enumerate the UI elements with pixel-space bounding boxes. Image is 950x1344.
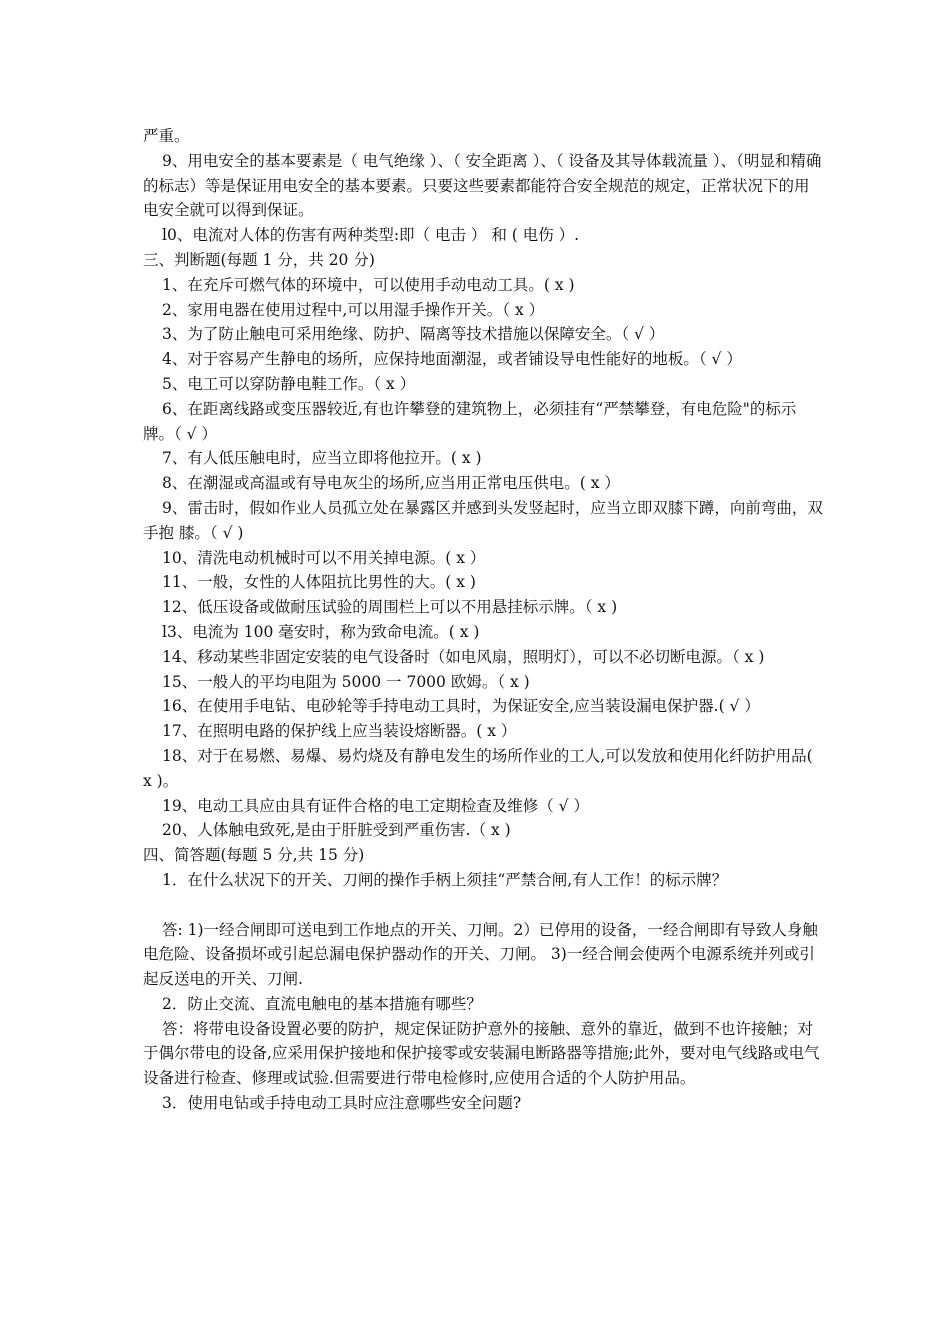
judgement-item-14: 14、移动某些非固定安装的电气设备时（如电风扇，照明灯），可以不必切断电源。（ x ) — [162, 647, 765, 666]
judgement-item-18: 18、对于在易燃、易爆、易灼烧及有静电发生的场所作业的工人,可以发放和使用化纤防护用品( x )。 — [143, 746, 818, 790]
judgement-item-6: 6、在距离线路或变压器较近,有也许攀登的建筑物上，必须挂有“严禁攀登，有电危险"的标示牌。（ √ ） — [143, 399, 797, 443]
judgement-item-7: 7、有人低压触电时，应当立即将他拉开。( x ) — [162, 449, 482, 468]
judgement-item-16: 16、在使用手电钻、电砂轮等手持电动工具时，为保证安全,应当装设漏电保护器.( √ ） — [162, 697, 760, 716]
fill-blank-9: 9、用电安全的基本要素是（ 电气绝缘 ）、（ 安全距离 ）、（ 设备及其导体载流量 ）、（明显和精确的标志）等是保证用电安全的基本要素。只要这些要素都能符合安全规范的规定，正常状况下的用电安全就可以得到保证。 — [143, 151, 822, 220]
document-body — [143, 124, 823, 1116]
judgement-item-17: 17、在照明电路的保护线上应当装设熔断器。( x ） — [162, 722, 517, 741]
judgement-item-2: 2、家用电器在使用过程中,可以用湿手操作开关。（ x ） — [162, 300, 545, 319]
judgement-item-12: 12、低压设备或做耐压试验的周围栏上可以不用悬挂标示牌。（ x ) — [162, 598, 618, 617]
judgement-item-8: 8、在潮湿或高温或有导电灰尘的场所,应当用正常电压供电。( x ） — [162, 474, 620, 493]
short-answer-question-3: 3．使用电钻或手持电动工具时应注意哪些安全问题? — [162, 1094, 522, 1113]
judgement-item-5: 5、电工可以穿防静电鞋工作。（ x ） — [162, 374, 416, 393]
paragraph-continuation: 严重。 — [143, 127, 190, 145]
judgement-item-10: 10、清洗电动机械时可以不用关掉电源。( x ） — [162, 548, 486, 567]
short-answer-question-2: 2．防止交流、直流电触电的基本措施有哪些？ — [162, 994, 482, 1013]
judgement-item-3: 3、为了防止触电可采用绝缘、防护、隔离等技术措施以保障安全。（ √ ） — [162, 325, 665, 344]
blank-line — [143, 893, 823, 918]
fill-blank-10: l0、电流对人体的伤害有两种类型:即（ 电击 ） 和 ( 电伤 ）. — [162, 226, 580, 245]
section-heading-short-answer: 四、简答题(每题 5 分,共 15 分) — [143, 846, 365, 865]
judgement-item-13: l3、电流为 100 毫安时，称为致命电流。( x ) — [162, 622, 480, 641]
short-answer-answer-2: 答：将带电设备设置必要的防护，规定保证防护意外的接触、意外的靠近，做到不也许接触；对于偶尔带电的设备,应采用保护接地和保护接零或安装漏电断路器等措施;此外，要对电气线路或电气设备进行检查、修理或试验.但需要进行带电检修时,应使用合适的个人防护用品。 — [143, 1019, 820, 1088]
short-answer-question-1: 1．在什么状况下的开关、刀闸的操作手柄上须挂“严禁合闸,有人工作！的标示牌？ — [162, 870, 728, 889]
judgement-item-1: 1、在充斥可燃气体的环境中，可以使用手动电动工具。( x ) — [162, 275, 575, 294]
judgement-item-19: 19、电动工具应由具有证件合格的电工定期检查及维修（ √ ） — [162, 796, 589, 815]
judgement-item-11: 11、一般，女性的人体阻抗比男性的大。( x ) — [162, 573, 476, 592]
short-answer-answer-1: 答: 1)一经合闸即可送电到工作地点的开关、刀闸。2）已停用的设备，一经合闸即有导致人身触电危险、设备损坏或引起总漏电保护器动作的开关、刀闸。 3)一经合闸会使两个电源系统并列或引起反送电的开关、刀闸. — [143, 920, 818, 989]
judgement-item-9: 9、雷击时，假如作业人员孤立处在暴露区并感到头发竖起时，应当立即双膝下蹲，向前弯曲，双手抱 膝。（ √ ) — [143, 498, 823, 542]
judgement-item-20: 20、人体触电致死,是由于肝脏受到严重伤害.（ x ) — [162, 821, 511, 840]
judgement-item-4: 4、对于容易产生静电的场所，应保持地面潮湿，或者铺设导电性能好的地板。（ √ ） — [162, 350, 742, 369]
judgement-item-15: 15、一般人的平均电阻为 5000 一 7000 欧姆。（ x ) — [162, 672, 530, 691]
section-heading-judgement: 三、判断题(每题 1 分，共 20 分) — [143, 250, 375, 269]
